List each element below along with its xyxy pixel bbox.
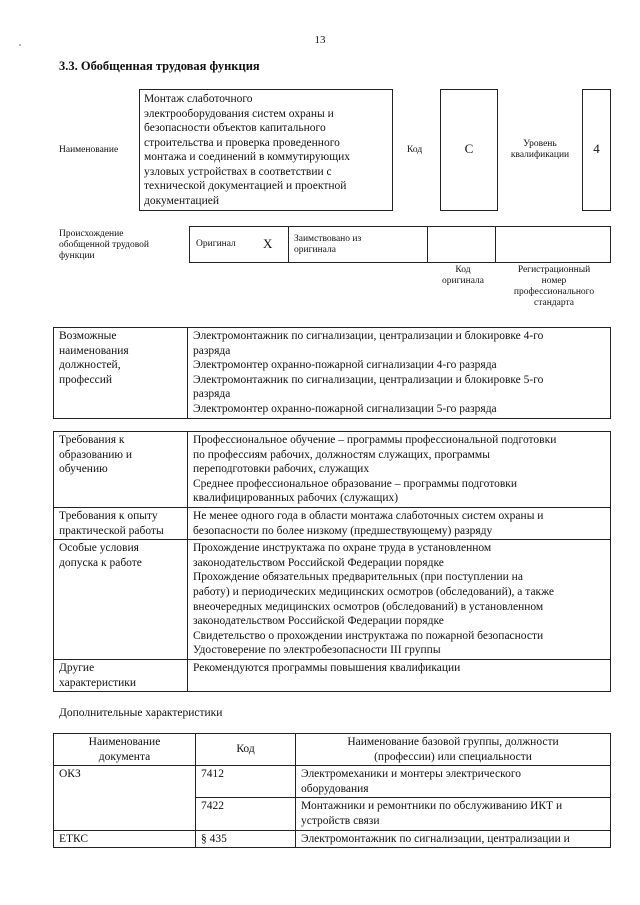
code-cell: 7412 (196, 766, 296, 798)
name-line: оборудования (301, 782, 369, 795)
name-label: Наименование (59, 145, 119, 155)
other-label (54, 659, 188, 691)
divider (288, 227, 289, 262)
additional-table (53, 733, 611, 848)
label-line: Другие (59, 661, 95, 674)
value-line: работу) и периодических медицинских осмотров (обследований), а также (193, 585, 555, 598)
label-line: обучению (59, 463, 108, 476)
value-line: Среднее профессиональное образование – программы подготовки (193, 477, 518, 490)
name-line: электрооборудования систем охраны и (144, 107, 334, 120)
page-number: 13 (314, 34, 326, 46)
header-code (196, 734, 296, 766)
value-line: законодательством Российской Федерации порядке (193, 615, 444, 628)
name-line: устройств связи (301, 814, 380, 827)
divider (495, 227, 496, 262)
name-line: безопасности объектов капитального (144, 122, 326, 134)
table-row (54, 659, 611, 691)
doc-cell: ЕТКС (54, 830, 196, 848)
borrowed-label-line: Заимствовано из (294, 234, 362, 244)
value-line: разряда (193, 344, 231, 357)
value-line: Не менее одного года в области монтажа слаботочных систем охраны и (193, 509, 544, 522)
name-line: монтажа и соединений в коммутирующих (144, 151, 350, 163)
original-label: Оригинал (196, 239, 236, 249)
requirements-table (53, 431, 611, 692)
experience-label (54, 507, 188, 539)
header-line: Код (236, 743, 255, 756)
label-line: профессий (59, 373, 113, 386)
name-line: технической документацией и проектной (144, 180, 347, 192)
value-line: переподготовки рабочих, служащих (193, 463, 370, 476)
code-cell: § 435 (196, 830, 296, 848)
table-row (54, 540, 611, 660)
positions-table (53, 327, 611, 419)
name-line: Монтажники и ремонтники по обслуживанию ИКТ и (301, 800, 563, 813)
level-label (502, 139, 578, 161)
caption-line: Регистрационный (517, 265, 591, 275)
positions-value (188, 328, 611, 419)
value-line: Электромонтер охранно-пожарной сигнализации 5-го разряда (193, 402, 497, 415)
name-line: документацией (144, 194, 219, 207)
code-orig-caption (430, 265, 496, 287)
section-title: 3.3. Обобщенная трудовая функция (59, 59, 260, 73)
origin-label (59, 229, 149, 262)
experience-value (188, 507, 611, 539)
caption-line: оригинала (442, 276, 484, 286)
name-line: Электромеханики и монтеры электрического (301, 768, 522, 781)
value-line: законодательством Российской Федерации порядке (193, 556, 444, 569)
label-line: Требования к опыту (59, 509, 158, 522)
origin-label-line: обобщенной трудовой (59, 240, 149, 250)
divider (427, 227, 428, 262)
scan-dot (19, 44, 21, 46)
label-line: практической работы (59, 524, 164, 537)
name-cell (296, 830, 611, 848)
doc-cell: ОКЗ (54, 766, 196, 830)
code-value: C (464, 141, 474, 156)
origin-label-line: Происхождение (59, 229, 124, 239)
table-row (54, 507, 611, 539)
value-line: Электромонтер охранно-пожарной сигнализации 4-го разряда (193, 359, 497, 372)
label-line: образованию и (59, 448, 132, 461)
name-line: строительства и проверка проведенного (144, 136, 340, 149)
caption-line: номер (541, 276, 567, 286)
value-line: безопасности по более низкому (предшествующему) разряду (193, 524, 493, 537)
caption-line: стандарта (534, 298, 574, 308)
other-value (188, 659, 611, 691)
value-line: квалифицированных рабочих (служащих) (193, 492, 399, 505)
value-line: Прохождение инструктажа по охране труда в установленном (193, 542, 492, 555)
name-cell (296, 766, 611, 798)
value-line: внеочередных медицинских осмотров (обследований) в установленном (193, 600, 544, 613)
level-value-box (582, 89, 611, 211)
level-label-line: квалификации (510, 150, 570, 160)
value-line: Рекомендуются программы повышения квалификации (193, 661, 461, 674)
conditions-value (188, 540, 611, 660)
value-line: Электромонтажник по сигнализации, централизации и блокировке 5-го (193, 373, 544, 386)
original-mark: X (263, 236, 273, 251)
level-label-line: Уровень (523, 139, 557, 149)
value-line: по профессиям рабочих, должностям служащих, программы (193, 448, 490, 461)
caption-line: профессионального (513, 287, 595, 297)
code-value-box (440, 89, 498, 211)
value-line: разряда (193, 388, 231, 401)
origin-label-line: функции (59, 251, 95, 261)
value-line: Удостоверение по электробезопасности III группы (193, 644, 441, 657)
origin-row (189, 226, 611, 263)
table-row (54, 766, 611, 798)
borrowed-label-line: оригинала (294, 245, 336, 255)
table-row (54, 432, 611, 508)
value-line: Электромонтажник по сигнализации, централизации и блокировке 4-го (193, 330, 544, 342)
label-line: характеристики (59, 676, 137, 689)
education-label (54, 432, 188, 508)
name-line: узловых устройствах в соответствии с (144, 165, 332, 178)
label-line: должностей, (59, 359, 121, 372)
label-line: Особые условия (59, 542, 139, 555)
table-header-row (54, 734, 611, 766)
label-line: наименования (59, 344, 129, 357)
label-line: Возможные (59, 330, 117, 342)
borrowed-label (294, 234, 361, 256)
reg-caption (498, 265, 610, 309)
additional-title: Дополнительные характеристики (59, 707, 223, 719)
caption-line: Код (455, 265, 471, 275)
name-cell (296, 798, 611, 830)
label-line: допуска к работе (59, 556, 142, 569)
name-value-box (139, 89, 393, 211)
education-value (188, 432, 611, 508)
header-line: Наименование (88, 736, 161, 748)
header-line: (профессии) или специальности (374, 750, 532, 763)
value-line: Профессиональное обучение – программы профессиональной подготовки (193, 434, 557, 446)
value-line: Свидетельство о прохождении инструктажа по пожарной безопасности (193, 629, 544, 642)
name-line: Электромонтажник по сигнализации, централизации и (301, 832, 570, 845)
header-doc (54, 734, 196, 766)
header-line: Наименование базовой группы, должности (347, 736, 559, 748)
header-name (296, 734, 611, 766)
conditions-label (54, 540, 188, 660)
header-line: документа (98, 750, 151, 763)
table-row (54, 830, 611, 848)
value-line: Прохождение обязательных предварительных (при поступлении на (193, 571, 523, 584)
code-label: Код (407, 145, 423, 155)
positions-label (54, 328, 188, 419)
label-line: Требования к (59, 434, 125, 446)
code-cell: 7422 (196, 798, 296, 830)
name-line: Монтаж слаботочного (144, 93, 253, 105)
level-value: 4 (593, 141, 600, 156)
table-row (54, 328, 611, 419)
